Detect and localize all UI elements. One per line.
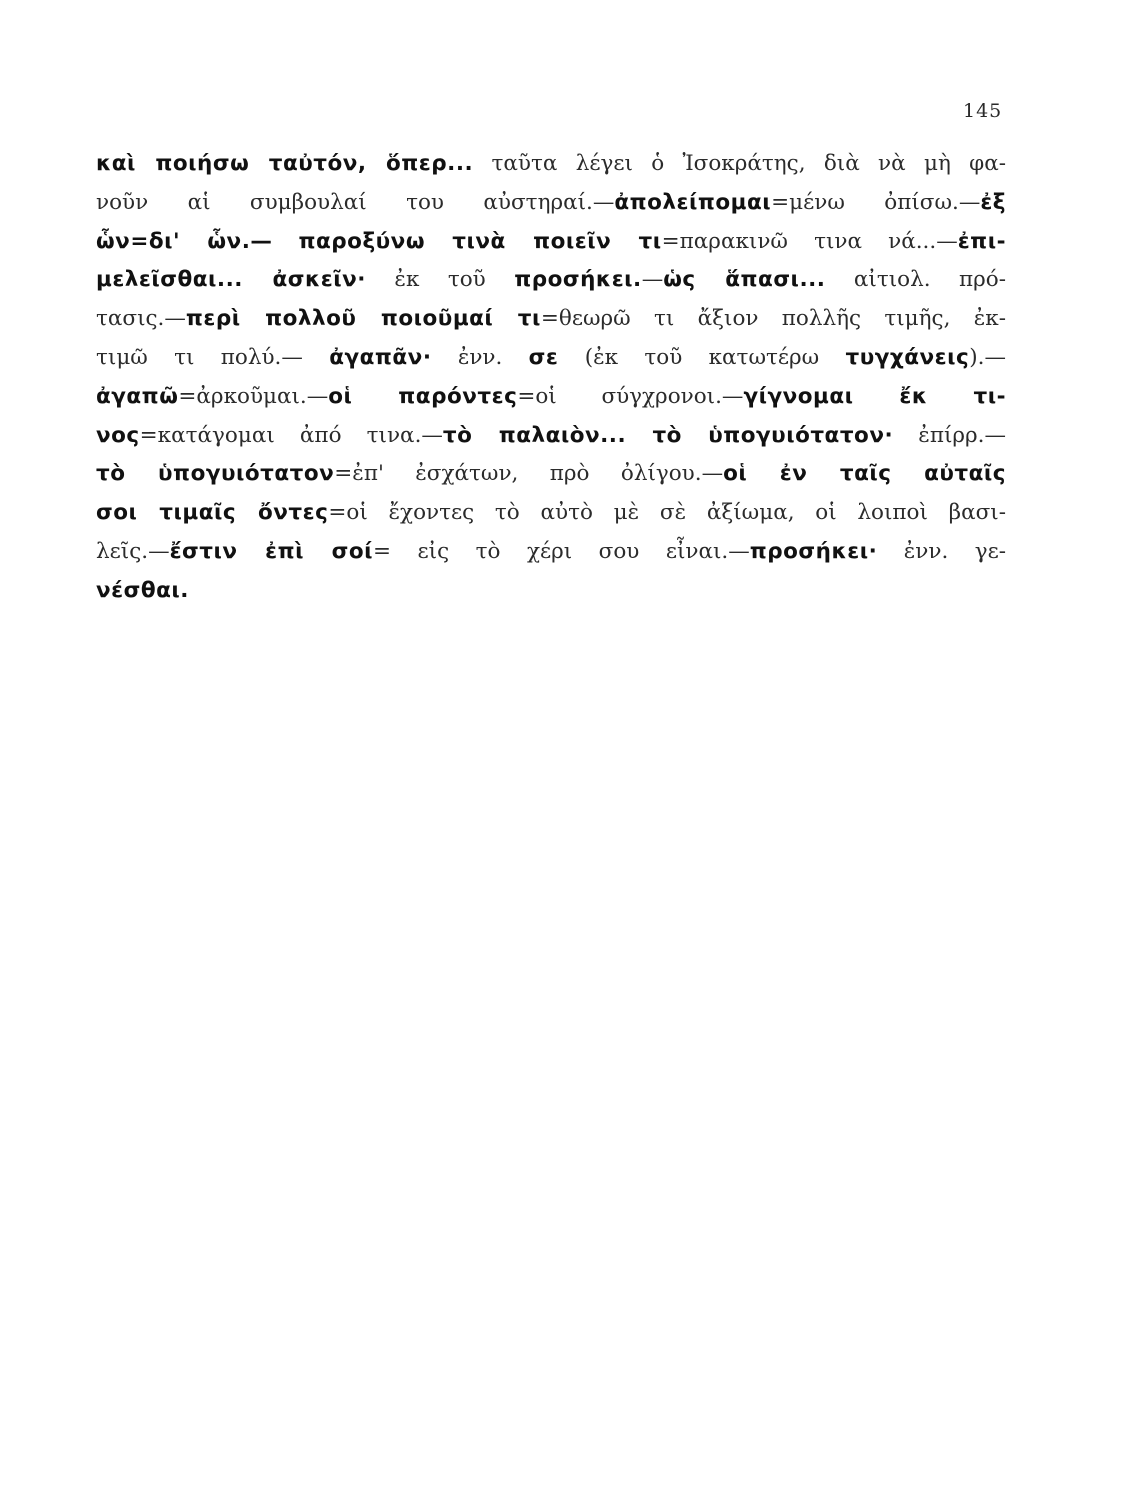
gloss-text: =μένω ὀπίσω.—	[771, 189, 981, 215]
commentary-text	[96, 145, 1006, 611]
gloss-text: ἐκ τοῦ	[365, 267, 515, 293]
text-line	[96, 145, 1006, 184]
lemma-term: ἐπι-	[957, 228, 1006, 254]
gloss-text: =οἱ σύγχρονοι.—	[517, 383, 744, 409]
text-line	[96, 533, 1006, 572]
gloss-text	[272, 229, 298, 254]
lemma-term: παροξύνω τινὰ ποιεῖν τι	[298, 228, 662, 254]
text-line	[96, 184, 1006, 223]
gloss-text: ταῦτα λέγει ὁ Ἰσοκράτης, διὰ νὰ μὴ φα-	[473, 151, 1006, 176]
text-line	[96, 261, 1006, 300]
gloss-text: —	[641, 267, 664, 293]
gloss-text: ἐνν. γε-	[877, 538, 1007, 564]
lemma-term: νέσθαι.	[96, 577, 189, 603]
lemma-term: ἀπολείπομαι	[614, 189, 772, 215]
gloss-text: = εἰς τὸ χέρι σου εἶναι.—	[373, 538, 750, 564]
gloss-text: =οἱ ἔχοντες τὸ αὐτὸ μὲ σὲ ἀξίωμα, οἱ λοιποὶ βασι-	[328, 500, 1006, 526]
gloss-text: νοῦν αἱ συμβουλαί του αὐστηραί.—	[96, 189, 615, 215]
gloss-text: ἐνν.	[431, 344, 529, 370]
lemma-term: ἔστιν ἐπὶ σοί	[169, 538, 374, 564]
gloss-text: =κατάγομαι ἀπό τινα.—	[139, 422, 443, 448]
lemma-term: μελεῖσθαι... ἀσκεῖν·	[96, 267, 366, 293]
gloss-text: =θεωρῶ τι ἄξιον πολλῆς τιμῆς, ἐκ-	[540, 306, 1006, 332]
text-line	[96, 455, 1006, 494]
lemma-term: ἀγαπᾶν·	[329, 344, 432, 370]
gloss-text: =παρακινῶ τινα νά...—	[661, 228, 958, 254]
gloss-text: τιμῶ τι πολύ.—	[96, 344, 330, 370]
text-line	[96, 417, 1006, 456]
lemma-term: ὡς ἅπασι...	[663, 267, 826, 293]
lemma-term: τὸ ὑπογυιότατον	[96, 461, 335, 487]
lemma-term: τυγχάνεις	[845, 344, 970, 370]
gloss-text: λεῖς.—	[96, 538, 170, 564]
gloss-text: (ἐκ τοῦ κατωτέρω	[558, 344, 846, 370]
text-line	[96, 339, 1006, 378]
lemma-term: ἀγαπῶ	[96, 383, 179, 409]
gloss-text: ἐπίρρ.—	[893, 422, 1006, 448]
gloss-text: τασις.—	[96, 306, 186, 332]
lemma-term: οἱ παρόντες	[328, 383, 518, 409]
text-line	[96, 378, 1006, 417]
text-line	[96, 494, 1006, 533]
gloss-text: =ἐπ' ἐσχάτων, πρὸ ὀλίγου.—	[334, 461, 724, 487]
lemma-term: ἐξ	[980, 189, 1006, 215]
lemma-term: γίγνομαι ἔκ τι-	[743, 383, 1006, 409]
lemma-term: σοι τιμαῖς ὄντες	[96, 500, 329, 526]
lemma-term: οἱ ἐν ταῖς αὐταῖς	[723, 461, 1006, 487]
lemma-term: νος	[96, 422, 140, 448]
lemma-term: σε	[528, 344, 559, 370]
text-line	[96, 300, 1006, 339]
lemma-term: καὶ ποιήσω ταὐτόν, ὅπερ...	[96, 151, 474, 176]
text-line	[96, 223, 1006, 262]
lemma-term: προσήκει·	[749, 538, 878, 564]
lemma-term: περὶ πολλοῦ ποιοῦμαί τι	[185, 306, 541, 332]
text-line	[96, 572, 1006, 611]
lemma-term: προσήκει.	[514, 267, 642, 293]
gloss-text: =ἀρκοῦμαι.—	[178, 383, 329, 409]
gloss-text: ).—	[969, 344, 1007, 370]
lemma-term: ὧν=δι' ὧν.—	[96, 228, 273, 254]
gloss-text: αἰτιολ. πρό-	[825, 267, 1007, 293]
page-number: 145	[963, 100, 1003, 122]
lemma-term: τὸ παλαιὸν... τὸ ὑπογυιότατον·	[442, 422, 894, 448]
